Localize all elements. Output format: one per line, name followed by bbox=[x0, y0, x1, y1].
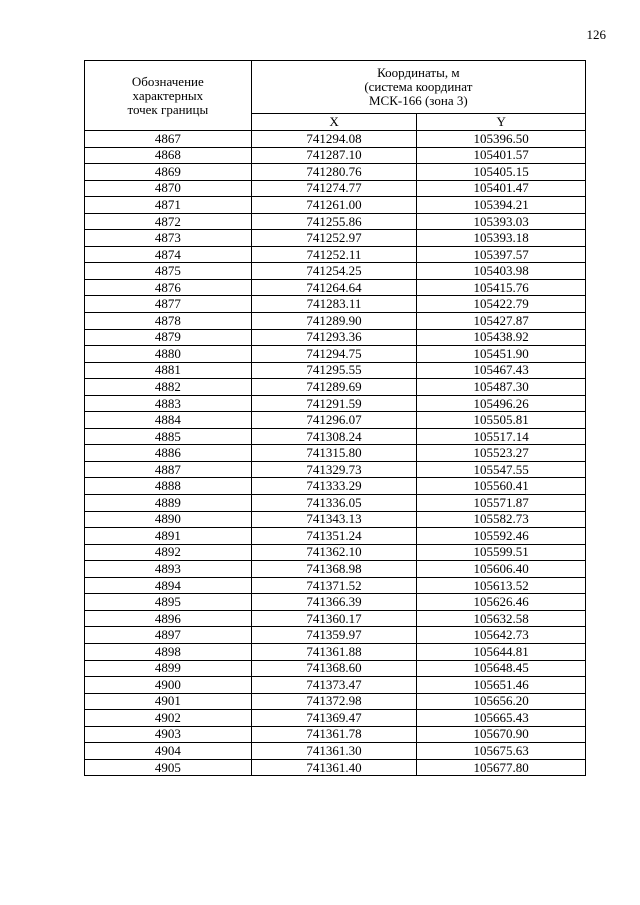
y-coordinate-cell: 105393.03 bbox=[417, 213, 586, 230]
y-coordinate-cell: 105571.87 bbox=[417, 495, 586, 512]
y-coordinate-cell: 105677.80 bbox=[417, 759, 586, 776]
point-id-cell: 4869 bbox=[85, 164, 252, 181]
x-coordinate-cell: 741373.47 bbox=[251, 677, 417, 694]
x-coordinate-cell: 741368.98 bbox=[251, 561, 417, 578]
table-row bbox=[85, 412, 586, 429]
x-coordinate-cell: 741252.97 bbox=[251, 230, 417, 247]
point-id-cell: 4872 bbox=[85, 213, 252, 230]
point-id-cell: 4868 bbox=[85, 147, 252, 164]
y-column-header: Y bbox=[417, 114, 586, 131]
table-row bbox=[85, 230, 586, 247]
table-row bbox=[85, 495, 586, 512]
y-coordinate-cell: 105582.73 bbox=[417, 511, 586, 528]
x-coordinate-cell: 741294.08 bbox=[251, 131, 417, 148]
x-coordinate-cell: 741343.13 bbox=[251, 511, 417, 528]
y-coordinate-cell: 105656.20 bbox=[417, 693, 586, 710]
table-row bbox=[85, 147, 586, 164]
y-coordinate-cell: 105613.52 bbox=[417, 577, 586, 594]
point-id-cell: 4879 bbox=[85, 329, 252, 346]
table-row bbox=[85, 131, 586, 148]
point-id-cell: 4875 bbox=[85, 263, 252, 280]
table-row bbox=[85, 313, 586, 330]
table-row bbox=[85, 511, 586, 528]
point-id-cell: 4897 bbox=[85, 627, 252, 644]
x-coordinate-cell: 741295.55 bbox=[251, 362, 417, 379]
table-row bbox=[85, 677, 586, 694]
y-coordinate-cell: 105547.55 bbox=[417, 461, 586, 478]
x-coordinate-cell: 741315.80 bbox=[251, 445, 417, 462]
y-coordinate-cell: 105648.45 bbox=[417, 660, 586, 677]
point-id-cell: 4889 bbox=[85, 495, 252, 512]
x-coordinate-cell: 741333.29 bbox=[251, 478, 417, 495]
x-coordinate-cell: 741371.52 bbox=[251, 577, 417, 594]
point-id-cell: 4888 bbox=[85, 478, 252, 495]
x-coordinate-cell: 741362.10 bbox=[251, 544, 417, 561]
x-coordinate-cell: 741255.86 bbox=[251, 213, 417, 230]
y-coordinate-cell: 105665.43 bbox=[417, 710, 586, 727]
point-id-cell: 4881 bbox=[85, 362, 252, 379]
y-coordinate-cell: 105403.98 bbox=[417, 263, 586, 280]
y-coordinate-cell: 105505.81 bbox=[417, 412, 586, 429]
x-coordinate-cell: 741274.77 bbox=[251, 180, 417, 197]
y-coordinate-cell: 105592.46 bbox=[417, 528, 586, 545]
point-id-cell: 4890 bbox=[85, 511, 252, 528]
y-coordinate-cell: 105422.79 bbox=[417, 296, 586, 313]
y-coordinate-cell: 105642.73 bbox=[417, 627, 586, 644]
table-row bbox=[85, 478, 586, 495]
table-row bbox=[85, 329, 586, 346]
point-id-cell: 4870 bbox=[85, 180, 252, 197]
x-coordinate-cell: 741329.73 bbox=[251, 461, 417, 478]
x-column-header: X bbox=[251, 114, 417, 131]
point-id-cell: 4867 bbox=[85, 131, 252, 148]
y-coordinate-cell: 105523.27 bbox=[417, 445, 586, 462]
table-row bbox=[85, 710, 586, 727]
y-coordinate-cell: 105496.26 bbox=[417, 395, 586, 412]
page-number: 126 bbox=[586, 27, 606, 42]
point-id-cell: 4905 bbox=[85, 759, 252, 776]
x-coordinate-cell: 741254.25 bbox=[251, 263, 417, 280]
table-row bbox=[85, 759, 586, 776]
x-coordinate-cell: 741361.78 bbox=[251, 726, 417, 743]
coordinates-table bbox=[84, 60, 586, 776]
point-id-cell: 4883 bbox=[85, 395, 252, 412]
x-coordinate-cell: 741368.60 bbox=[251, 660, 417, 677]
header-label-line: характерных bbox=[132, 87, 204, 103]
table-row bbox=[85, 395, 586, 412]
y-coordinate-cell: 105401.47 bbox=[417, 180, 586, 197]
table-row bbox=[85, 743, 586, 760]
table-row bbox=[85, 561, 586, 578]
y-coordinate-cell: 105394.21 bbox=[417, 197, 586, 214]
point-id-cell: 4904 bbox=[85, 743, 252, 760]
point-id-cell: 4876 bbox=[85, 279, 252, 296]
x-coordinate-cell: 741336.05 bbox=[251, 495, 417, 512]
x-coordinate-cell: 741366.39 bbox=[251, 594, 417, 611]
y-coordinate-cell: 105396.50 bbox=[417, 131, 586, 148]
table-row bbox=[85, 726, 586, 743]
point-id-cell: 4901 bbox=[85, 693, 252, 710]
y-coordinate-cell: 105467.43 bbox=[417, 362, 586, 379]
point-designation-header bbox=[85, 61, 252, 131]
y-coordinate-cell: 105427.87 bbox=[417, 313, 586, 330]
header-coords-line: (система координат bbox=[364, 79, 473, 94]
x-coordinate-cell: 741361.40 bbox=[251, 759, 417, 776]
table-row bbox=[85, 528, 586, 545]
point-id-cell: 4898 bbox=[85, 643, 252, 660]
y-coordinate-cell: 105401.57 bbox=[417, 147, 586, 164]
point-id-cell: 4895 bbox=[85, 594, 252, 611]
y-coordinate-cell: 105405.15 bbox=[417, 164, 586, 181]
point-id-cell: 4891 bbox=[85, 528, 252, 545]
y-coordinate-cell: 105560.41 bbox=[417, 478, 586, 495]
table-row bbox=[85, 544, 586, 561]
point-id-cell: 4894 bbox=[85, 577, 252, 594]
point-id-cell: 4880 bbox=[85, 346, 252, 363]
x-coordinate-cell: 741361.30 bbox=[251, 743, 417, 760]
x-coordinate-cell: 741289.69 bbox=[251, 379, 417, 396]
y-coordinate-cell: 105632.58 bbox=[417, 610, 586, 627]
x-coordinate-cell: 741308.24 bbox=[251, 428, 417, 445]
point-id-cell: 4885 bbox=[85, 428, 252, 445]
y-coordinate-cell: 105451.90 bbox=[417, 346, 586, 363]
x-coordinate-cell: 741289.90 bbox=[251, 313, 417, 330]
x-coordinate-cell: 741369.47 bbox=[251, 710, 417, 727]
y-coordinate-cell: 105415.76 bbox=[417, 279, 586, 296]
y-coordinate-cell: 105651.46 bbox=[417, 677, 586, 694]
x-coordinate-cell: 741360.17 bbox=[251, 610, 417, 627]
y-coordinate-cell: 105438.92 bbox=[417, 329, 586, 346]
table-row bbox=[85, 197, 586, 214]
point-id-cell: 4903 bbox=[85, 726, 252, 743]
point-id-cell: 4877 bbox=[85, 296, 252, 313]
point-id-cell: 4902 bbox=[85, 710, 252, 727]
y-coordinate-cell: 105393.18 bbox=[417, 230, 586, 247]
point-id-cell: 4899 bbox=[85, 660, 252, 677]
table-row bbox=[85, 428, 586, 445]
y-coordinate-cell: 105487.30 bbox=[417, 379, 586, 396]
table-row bbox=[85, 296, 586, 313]
y-coordinate-cell: 105599.51 bbox=[417, 544, 586, 561]
table-row bbox=[85, 461, 586, 478]
coordinates-header bbox=[251, 61, 585, 114]
table-row bbox=[85, 180, 586, 197]
point-id-cell: 4882 bbox=[85, 379, 252, 396]
x-coordinate-cell: 741261.00 bbox=[251, 197, 417, 214]
point-id-cell: 4886 bbox=[85, 445, 252, 462]
x-coordinate-cell: 741351.24 bbox=[251, 528, 417, 545]
table-body bbox=[85, 131, 586, 776]
header-coords-line: Координаты, м bbox=[377, 65, 460, 80]
x-coordinate-cell: 741293.36 bbox=[251, 329, 417, 346]
x-coordinate-cell: 741287.10 bbox=[251, 147, 417, 164]
y-coordinate-cell: 105644.81 bbox=[417, 643, 586, 660]
table-row bbox=[85, 279, 586, 296]
point-id-cell: 4874 bbox=[85, 246, 252, 263]
table-row bbox=[85, 643, 586, 660]
y-coordinate-cell: 105675.63 bbox=[417, 743, 586, 760]
y-coordinate-cell: 105606.40 bbox=[417, 561, 586, 578]
y-coordinate-cell: 105670.90 bbox=[417, 726, 586, 743]
point-id-cell: 4873 bbox=[85, 230, 252, 247]
header-label-line: Обозначение bbox=[131, 73, 204, 89]
y-coordinate-cell: 105626.46 bbox=[417, 594, 586, 611]
x-coordinate-cell: 741283.11 bbox=[251, 296, 417, 313]
x-coordinate-cell: 741252.11 bbox=[251, 246, 417, 263]
table-row bbox=[85, 627, 586, 644]
x-coordinate-cell: 741372.98 bbox=[251, 693, 417, 710]
x-coordinate-cell: 741294.75 bbox=[251, 346, 417, 363]
point-id-cell: 4896 bbox=[85, 610, 252, 627]
y-coordinate-cell: 105517.14 bbox=[417, 428, 586, 445]
table-row bbox=[85, 693, 586, 710]
table-row bbox=[85, 379, 586, 396]
header-label-line: точек границы bbox=[127, 101, 209, 117]
point-id-cell: 4884 bbox=[85, 412, 252, 429]
point-id-cell: 4892 bbox=[85, 544, 252, 561]
x-coordinate-cell: 741361.88 bbox=[251, 643, 417, 660]
point-id-cell: 4900 bbox=[85, 677, 252, 694]
x-coordinate-cell: 741280.76 bbox=[251, 164, 417, 181]
table-row bbox=[85, 660, 586, 677]
point-id-cell: 4893 bbox=[85, 561, 252, 578]
y-coordinate-cell: 105397.57 bbox=[417, 246, 586, 263]
point-id-cell: 4871 bbox=[85, 197, 252, 214]
table-row bbox=[85, 263, 586, 280]
table-row bbox=[85, 246, 586, 263]
x-coordinate-cell: 741291.59 bbox=[251, 395, 417, 412]
table-row bbox=[85, 577, 586, 594]
table-row bbox=[85, 610, 586, 627]
table-row bbox=[85, 594, 586, 611]
x-coordinate-cell: 741296.07 bbox=[251, 412, 417, 429]
x-coordinate-cell: 741264.64 bbox=[251, 279, 417, 296]
point-id-cell: 4887 bbox=[85, 461, 252, 478]
table-row bbox=[85, 362, 586, 379]
point-id-cell: 4878 bbox=[85, 313, 252, 330]
table-row bbox=[85, 445, 586, 462]
header-coords-line: МСК-166 (зона 3) bbox=[369, 93, 468, 108]
table-row bbox=[85, 346, 586, 363]
x-coordinate-cell: 741359.97 bbox=[251, 627, 417, 644]
table-row bbox=[85, 213, 586, 230]
table-row bbox=[85, 164, 586, 181]
